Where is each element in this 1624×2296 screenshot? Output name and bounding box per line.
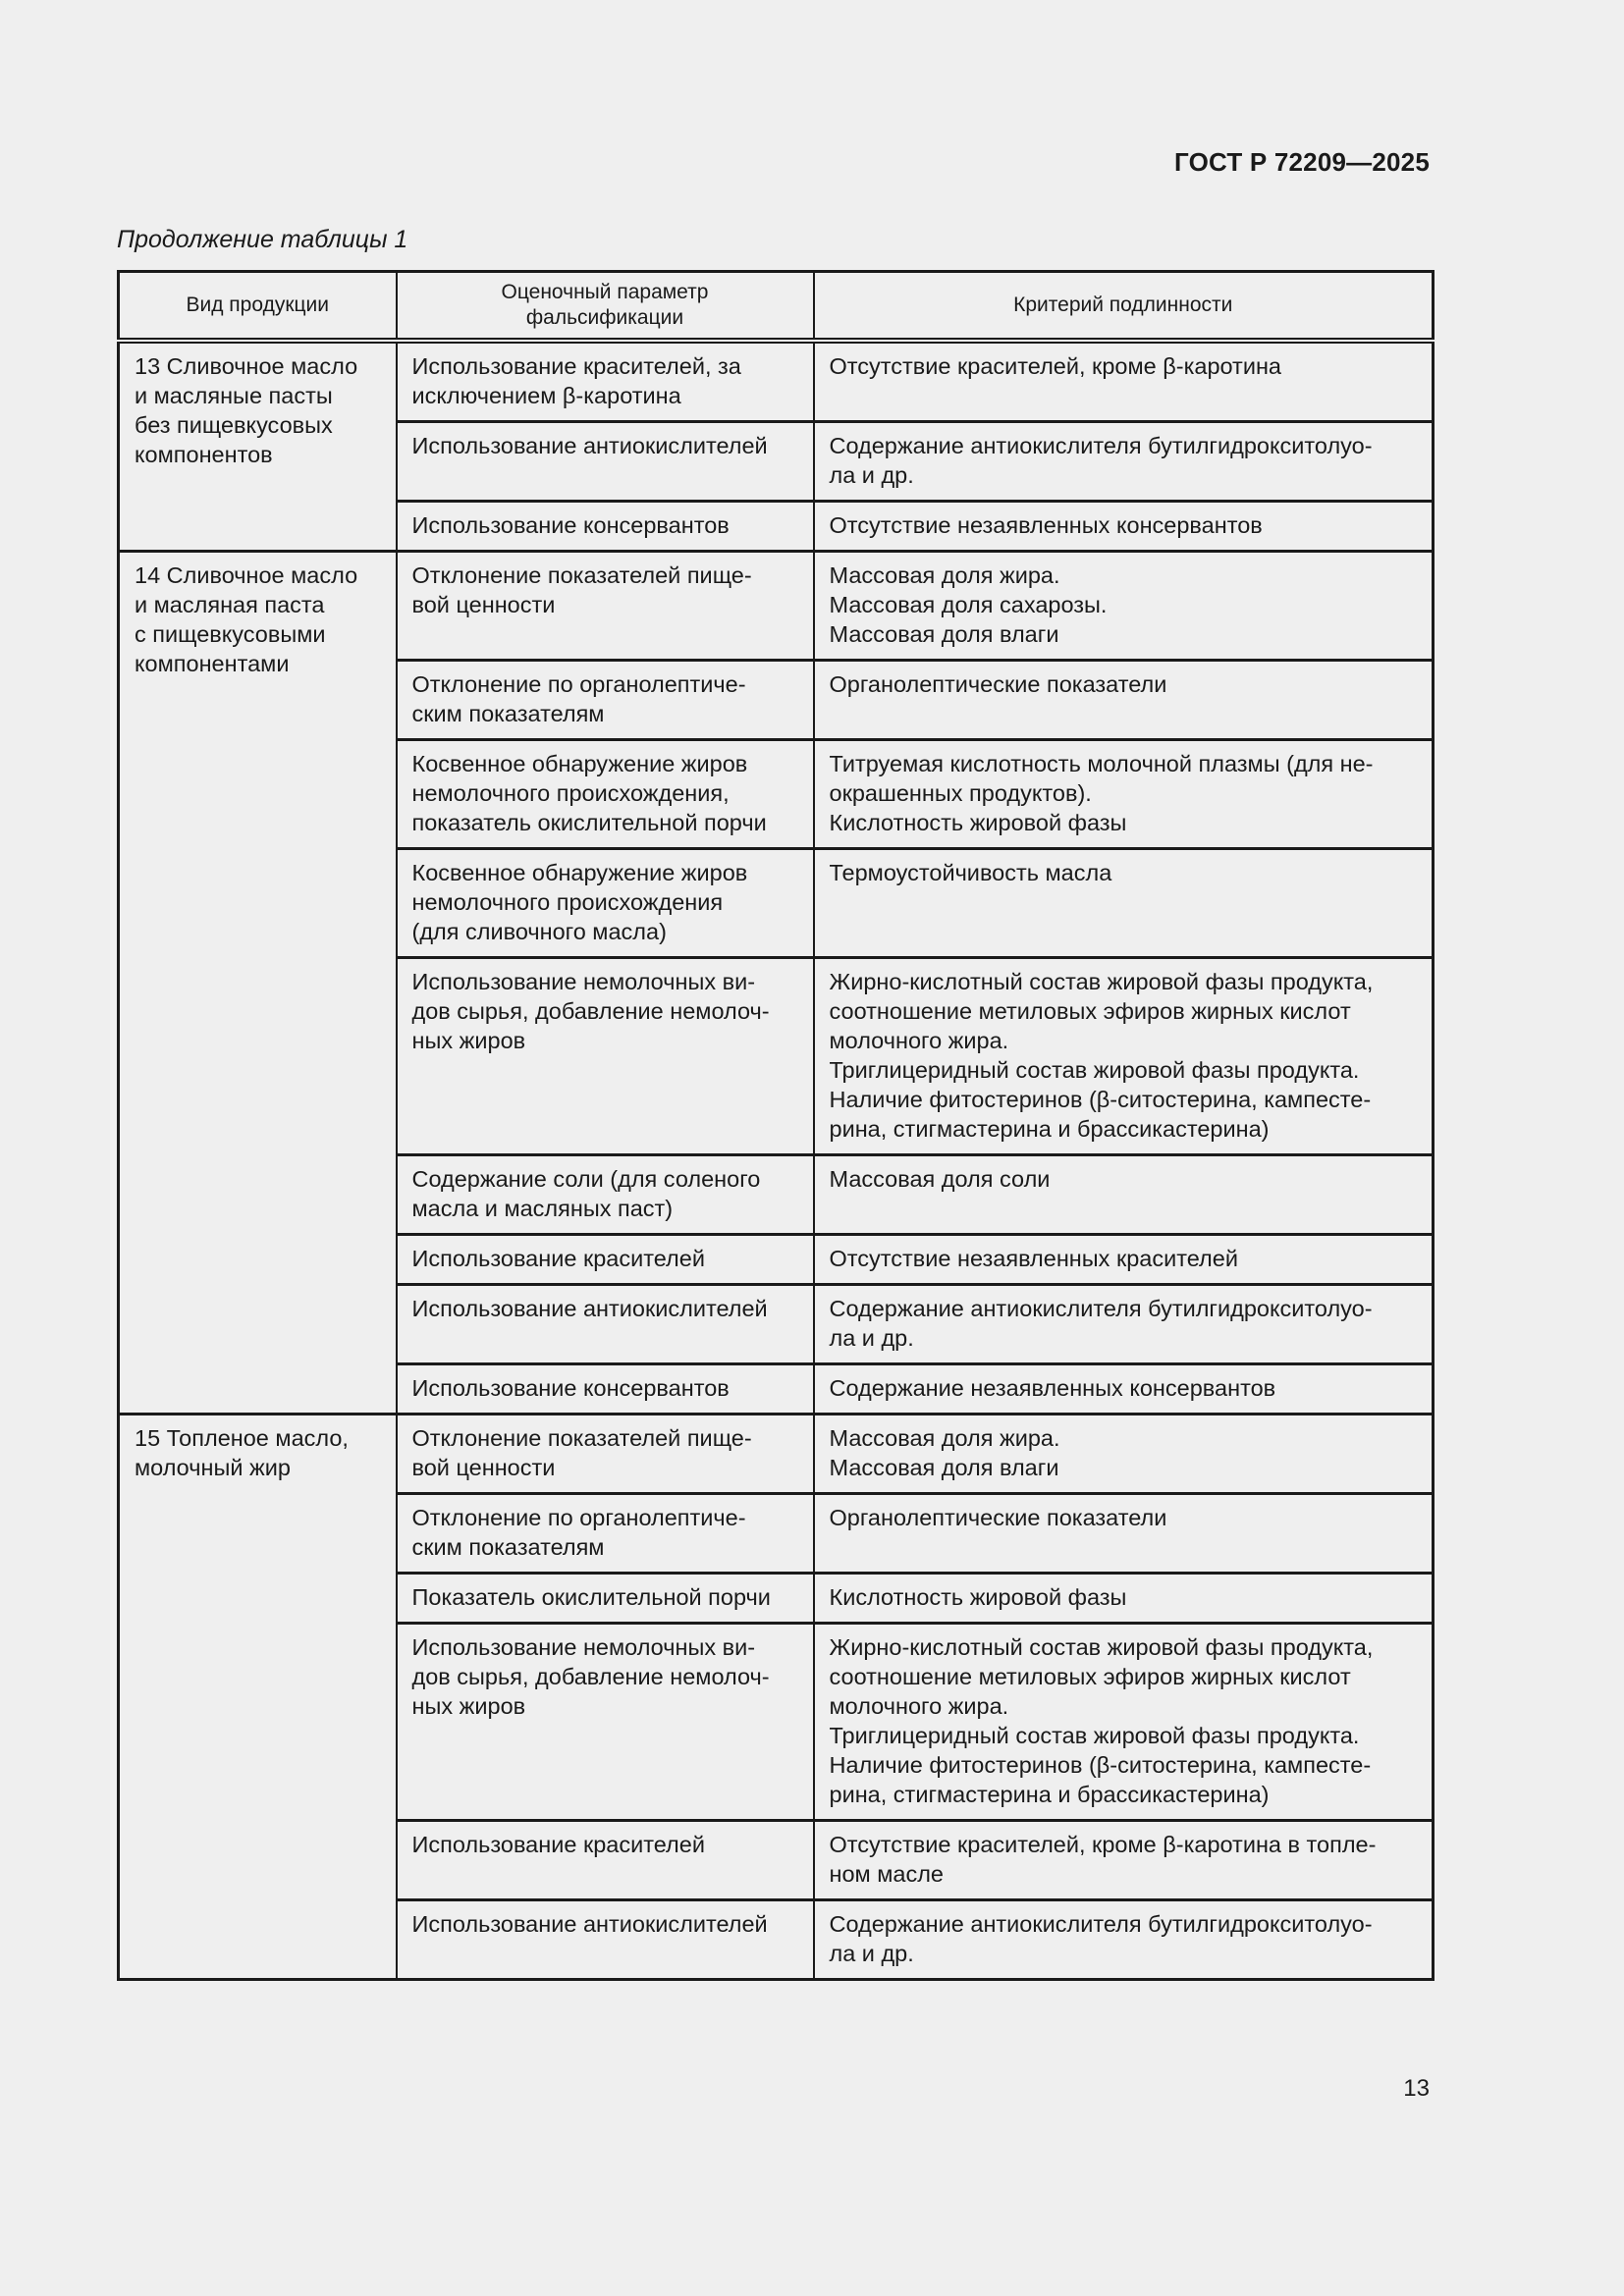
column-header-criterion: Критерий подлинности <box>814 272 1434 341</box>
criterion-cell: Отсутствие незаявленных консервантов <box>814 501 1434 551</box>
criterion-cell: Содержание незаявленных консервантов <box>814 1363 1434 1414</box>
product-type-cell: 14 Сливочное масло и масляная паста с пищевкусовыми компонентами <box>119 551 397 1414</box>
parameter-cell: Использование консервантов <box>397 501 814 551</box>
standard-header: ГОСТ Р 72209—2025 <box>1174 147 1430 177</box>
criterion-cell: Жирно-кислотный состав жировой фазы продукта, соотношение метиловых эфиров жирных кислот молочного жира. Триглицеридный состав жировой фазы продукта. Наличие фитостеринов (β-ситостерина, кампесте- рина, стигмастерина и брассикастерина) <box>814 1623 1434 1820</box>
criterion-cell: Отсутствие незаявленных красителей <box>814 1234 1434 1284</box>
criterion-cell: Отсутствие красителей, кроме β-каротина в топле- ном масле <box>814 1820 1434 1899</box>
criterion-cell: Кислотность жировой фазы <box>814 1573 1434 1623</box>
table-row <box>119 1414 1434 1493</box>
column-header-product: Вид продукции <box>119 272 397 341</box>
criterion-cell: Содержание антиокислителя бутилгидрокситолуо- ла и др. <box>814 1284 1434 1363</box>
parameter-cell: Использование немолочных ви- дов сырья, добавление немолоч- ных жиров <box>397 957 814 1154</box>
product-type-cell: 13 Сливочное масло и масляные пасты без пищевкусовых компонентов <box>119 341 397 552</box>
criterion-cell: Массовая доля соли <box>814 1154 1434 1234</box>
criterion-cell: Жирно-кислотный состав жировой фазы продукта, соотношение метиловых эфиров жирных кислот молочного жира. Триглицеридный состав жировой фазы продукта. Наличие фитостеринов (β-ситостерина, кампесте- рина, стигмастерина и брассикастерина) <box>814 957 1434 1154</box>
criterion-cell: Отсутствие красителей, кроме β-каротина <box>814 341 1434 422</box>
criterion-cell: Термоустойчивость масла <box>814 848 1434 957</box>
parameter-cell: Содержание соли (для соленого масла и масляных паст) <box>397 1154 814 1234</box>
parameter-cell: Использование красителей <box>397 1234 814 1284</box>
parameter-cell: Отклонение показателей пище- вой ценности <box>397 1414 814 1493</box>
falsification-table <box>117 270 1435 1981</box>
parameter-cell: Отклонение по органолептиче- ским показателям <box>397 660 814 739</box>
parameter-cell: Показатель окислительной порчи <box>397 1573 814 1623</box>
parameter-cell: Использование антиокислителей <box>397 1284 814 1363</box>
table-header <box>119 272 1434 341</box>
parameter-cell: Косвенное обнаружение жиров немолочного происхождения, показатель окислительной порчи <box>397 739 814 848</box>
criterion-cell: Органолептические показатели <box>814 660 1434 739</box>
parameter-cell: Использование немолочных ви- дов сырья, добавление немолоч- ных жиров <box>397 1623 814 1820</box>
page-number: 13 <box>1403 2075 1430 2102</box>
parameter-cell: Отклонение показателей пище- вой ценности <box>397 551 814 660</box>
parameter-cell: Использование антиокислителей <box>397 1899 814 1979</box>
parameter-cell: Использование красителей <box>397 1820 814 1899</box>
parameter-cell: Использование консервантов <box>397 1363 814 1414</box>
criterion-cell: Органолептические показатели <box>814 1493 1434 1573</box>
column-header-parameter: Оценочный параметр фальсификации <box>397 272 814 341</box>
table-row <box>119 341 1434 422</box>
criterion-cell: Массовая доля жира. Массовая доля сахарозы. Массовая доля влаги <box>814 551 1434 660</box>
table-body <box>119 341 1434 1980</box>
parameter-cell: Использование красителей, за исключением β-каротина <box>397 341 814 422</box>
parameter-cell: Косвенное обнаружение жиров немолочного происхождения (для сливочного масла) <box>397 848 814 957</box>
parameter-cell: Отклонение по органолептиче- ским показателям <box>397 1493 814 1573</box>
table-caption: Продолжение таблицы 1 <box>117 226 408 253</box>
product-type-cell: 15 Топленое масло, молочный жир <box>119 1414 397 1979</box>
table-row <box>119 551 1434 660</box>
criterion-cell: Содержание антиокислителя бутилгидрокситолуо- ла и др. <box>814 421 1434 501</box>
criterion-cell: Содержание антиокислителя бутилгидрокситолуо- ла и др. <box>814 1899 1434 1979</box>
criterion-cell: Массовая доля жира. Массовая доля влаги <box>814 1414 1434 1493</box>
parameter-cell: Использование антиокислителей <box>397 421 814 501</box>
criterion-cell: Титруемая кислотность молочной плазмы (для не- окрашенных продуктов). Кислотность жировой фазы <box>814 739 1434 848</box>
